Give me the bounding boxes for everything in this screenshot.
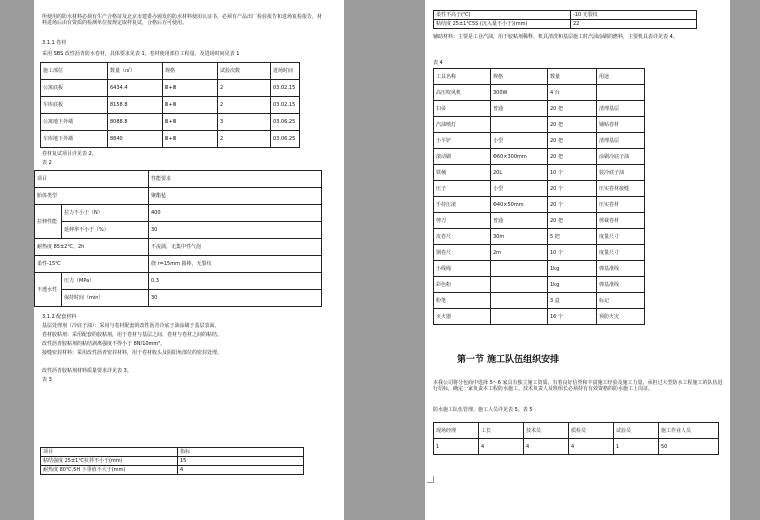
table-header-cell: 工长 — [479, 423, 524, 439]
table-cell: 400 — [149, 205, 322, 222]
table-cell: 汽油喷灯 — [434, 117, 491, 133]
table-4-body — [434, 69, 645, 325]
table-cell: Ⅲ+Ⅲ — [163, 114, 218, 131]
table-row — [434, 213, 645, 229]
table-cell: 300W — [491, 85, 548, 101]
table-cell: 装冷底子油 — [597, 165, 645, 181]
section-3-1-2-line: 卷材胶粘剂：采用配套的胶粘剂，用于卷材与基层之间、卷材与卷材之间的粘结。 — [42, 332, 223, 338]
table-cell: 30m — [491, 229, 548, 245]
table-row — [35, 239, 322, 256]
table-cell: 粘结度 25±1℃5S (沉入量不小于)(mm) — [434, 20, 571, 29]
table-cell: 保持时间（min） — [62, 290, 149, 307]
table-row — [434, 85, 645, 101]
section-title: 第一节 施工队伍组织安排 — [457, 355, 560, 365]
table-cell: 3 — [218, 114, 271, 131]
table-cell: 车库地下外墙 — [41, 131, 108, 148]
table-cell: -10 无裂纹 — [571, 11, 697, 20]
table-row — [41, 80, 300, 97]
table-cell: Φ40×50mm — [491, 197, 548, 213]
table-row — [434, 197, 645, 213]
table-cell: 延伸率不小于（%） — [62, 222, 149, 239]
table-cell: 钢卷尺 — [434, 245, 491, 261]
table-cell — [597, 85, 645, 101]
table-cell: 小型 — [491, 133, 548, 149]
table-row — [41, 97, 300, 114]
table-row — [434, 423, 719, 439]
table-cell: 小型 — [491, 181, 548, 197]
table-header-cell: 用途 — [597, 69, 645, 85]
table-cell: 彩色粉 — [434, 277, 491, 293]
table-cell: 1 — [434, 439, 479, 455]
table-cell: 1 — [614, 439, 659, 455]
table-row — [35, 188, 322, 205]
table-header-cell: 指标 — [178, 448, 304, 457]
table-cell: 压子 — [434, 181, 491, 197]
table-cell: 50 — [659, 439, 719, 455]
note-table-2: 卷材复试项目详见表 2。 — [42, 151, 97, 157]
table-cell: 弹基准线 — [597, 277, 645, 293]
organization-paragraph: 本我公司将分包商中选择 5～6 家具有独立施工资质、有着良好信誉和丰富施工经验及施工力量、承担过大型防水工程施工的队伍进行招标，确定一家负责本工程防水施工。技术负责人及班组长必须持有有效资格的防水施工上岗证。 — [433, 380, 723, 393]
table-cell: 6434.4 — [108, 80, 163, 97]
table-cell: 20 个 — [548, 181, 597, 197]
table-cell: 耐热度 85±2℃，2h — [35, 239, 149, 256]
table-2 — [34, 170, 322, 307]
table-cell: 2 — [218, 97, 271, 114]
table-cell: 4 — [569, 439, 614, 455]
table-header-cell: 进场时间 — [271, 63, 300, 80]
table-cell: 聚酯毡 — [149, 188, 322, 205]
table-3-caption: 表 3 — [42, 377, 52, 383]
table-row — [35, 222, 322, 239]
table-cell: 柔性-15℃ — [35, 256, 149, 273]
table-row — [35, 290, 322, 307]
table-cell: 20 把 — [548, 213, 597, 229]
table-row — [434, 11, 697, 20]
table-cell: 20 把 — [548, 101, 597, 117]
table-header-cell: 性能要求 — [149, 171, 322, 188]
table-row — [41, 466, 304, 475]
table-cell: 柔性不高于(℃) — [434, 11, 571, 20]
table-cell: 20 把 — [548, 133, 597, 149]
table-cell: 度量尺寸 — [597, 245, 645, 261]
table-row — [434, 117, 645, 133]
table-header-cell: 质检员 — [569, 423, 614, 439]
table-cell: 小平铲 — [434, 133, 491, 149]
section-3-1-1-line: 采用 SBS 改性沥青防水卷材，具体要求见表 1，卷材使用部位工程量、及进场时间见表 1 — [42, 51, 240, 57]
table-cell: 涂刷冷底子油 — [597, 149, 645, 165]
table-row — [434, 101, 645, 117]
table-3 — [40, 447, 304, 475]
table-cell: 10 个 — [548, 245, 597, 261]
section-3-1-2-line: 改性沥青胶粘剂的粘结剥离强度不得小于 8N/10mm²。 — [42, 341, 166, 347]
table-cell: 30 — [149, 222, 322, 239]
table-row — [41, 448, 304, 457]
table-cell: 弹基准线 — [597, 261, 645, 277]
table-cell: 20L — [491, 165, 548, 181]
table-cell: 小线绳 — [434, 261, 491, 277]
table-cell: 清理基层 — [597, 133, 645, 149]
table-cell: 普通 — [491, 101, 548, 117]
table-cell: 拉伸性能 — [35, 205, 62, 239]
table-row — [434, 277, 645, 293]
table-header-cell: 数量 — [548, 69, 597, 85]
table-cell: 30 — [149, 290, 322, 307]
table-cell: 压实卷材接缝 — [597, 181, 645, 197]
table-cell: 粘结强度 25±1℃抗拌不小于(mm) — [41, 457, 178, 466]
table-cell: 公寓地下外墙 — [41, 114, 108, 131]
table-header-cell: 试验次数 — [218, 63, 271, 80]
table-header-cell: 技术员 — [524, 423, 569, 439]
table-row — [434, 261, 645, 277]
table-cell: 扫帚 — [434, 101, 491, 117]
table-row — [35, 256, 322, 273]
table-cell: 3 盒 — [548, 293, 597, 309]
table-cell: 2 — [218, 131, 271, 148]
table-row — [434, 309, 645, 325]
table-cell: Ⅲ+Ⅲ — [163, 97, 218, 114]
table-1 — [40, 62, 300, 148]
page-corner-mark — [427, 476, 434, 483]
section-3-1-2-line: 接缝密封材料：采用改性沥青密封材料，用于卷材收头及阴阳角部位的密封处理。 — [42, 350, 223, 356]
table-cell: 绕 r=15mm 圆棒，无裂纹 — [149, 256, 322, 273]
table-cell: 03.02.15 — [271, 97, 300, 114]
table-row — [434, 133, 645, 149]
table-cell: 度量尺寸 — [597, 229, 645, 245]
table-cell: 0.3 — [149, 273, 322, 290]
table-cell: 耐热度 80℃,5H 下垂值不大于(mm) — [41, 466, 178, 475]
table-row — [41, 131, 300, 148]
table-header-cell: 项目 — [35, 171, 149, 188]
table-header-cell: 现场经理 — [434, 423, 479, 439]
table-cell: 皮卷尺 — [434, 229, 491, 245]
table-header-cell: 规格 — [491, 69, 548, 85]
table-row — [434, 439, 719, 455]
table-cell: 预防火灾 — [597, 309, 645, 325]
table-row — [434, 165, 645, 181]
table-cell — [491, 117, 548, 133]
table-row — [35, 171, 322, 188]
table-continued — [433, 10, 697, 29]
table-header-cell: 工具名称 — [434, 69, 491, 85]
table-cell: 4 — [524, 439, 569, 455]
table-cell: 22 — [571, 20, 697, 29]
table-cell: 03.06.25 — [271, 114, 300, 131]
table-cell: 滚动刷 — [434, 149, 491, 165]
section-heading-3-1-1: 3.1.1 卷材 — [42, 40, 67, 46]
table-cell: 03.02.15 — [271, 80, 300, 97]
table-cell: 普通 — [491, 213, 548, 229]
table-cell: Ⅲ+Ⅲ — [163, 80, 218, 97]
table-header-cell: 施工部位 — [41, 63, 108, 80]
document-page-left — [34, 0, 344, 520]
table-4-caption: 表 4 — [433, 60, 443, 66]
table-cell: 15 — [178, 457, 304, 466]
table-4 — [433, 68, 645, 325]
table-header-cell: 项目 — [41, 448, 178, 457]
table-header-cell: 施工作业人员 — [659, 423, 719, 439]
table-cell: 拉力不小于（N） — [62, 205, 149, 222]
table-cell: 铁桶 — [434, 165, 491, 181]
table-cell: 2 — [218, 80, 271, 97]
table-cell: 1kg — [548, 277, 597, 293]
table-cell — [491, 293, 548, 309]
table-cell: Ⅲ+Ⅲ — [163, 131, 218, 148]
table-cell: 2m — [491, 245, 548, 261]
table-cell: 20 把 — [548, 117, 597, 133]
table-cell: 手持压滚 — [434, 197, 491, 213]
table-cell — [491, 261, 548, 277]
table-header-cell: 数量（㎡） — [108, 63, 163, 80]
table-cell: 压实卷材 — [597, 197, 645, 213]
table-cell: 4 — [178, 466, 304, 475]
table-cell: 不流淌，无集中性气泡 — [149, 239, 322, 256]
tool-intro-paragraph: 辅助材料：主要是工业汽油，用于胶粘剂稀释、机具清洗和基层施工时汽油涂刷的燃料，主要机具表详见表 4。 — [433, 34, 678, 40]
table-row — [434, 229, 645, 245]
table-row — [434, 69, 645, 85]
table-row — [35, 273, 322, 290]
table-cell: 高压吹风机 — [434, 85, 491, 101]
table-cell: 16 个 — [548, 309, 597, 325]
table-row — [434, 149, 645, 165]
table-cell: 8840 — [108, 131, 163, 148]
table-header-cell: 试验员 — [614, 423, 659, 439]
table-cell: 不透水性 — [35, 273, 62, 307]
table-5-intro: 防水施工队伍管理、施工人员详见表 5。表 5 — [433, 407, 533, 413]
table-cell: 8088.8 — [108, 114, 163, 131]
table-cell: 剪刀 — [434, 213, 491, 229]
table-row — [434, 245, 645, 261]
table-cell: 压力（MPa） — [62, 273, 149, 290]
section-3-1-2-line: 基层处理剂（冷底子油）：采用与卷材配套的改性沥青冷底子油涂刷于基层表面。 — [42, 323, 220, 329]
table-row — [434, 293, 645, 309]
table-cell: 4 — [479, 439, 524, 455]
table-cell: 5 把 — [548, 229, 597, 245]
table-cell: 10 个 — [548, 165, 597, 181]
table-header-cell: 规格 — [163, 63, 218, 80]
table-row — [41, 114, 300, 131]
table-row — [35, 205, 322, 222]
table-cell: 标记 — [597, 293, 645, 309]
table-cell: Φ60×300mm — [491, 149, 548, 165]
table-cell: 1kg — [548, 261, 597, 277]
intro-paragraph: 所使用的防水材料必须有生产合格证及北京市建委办颁发的防水材料使用认证书，必须有产品出厂检验报告和进场复检报告，材料进场后由有资质的检测单位按规定取样复试，合格后方可使用。 — [42, 14, 323, 27]
table-cell: 清理基层 — [597, 101, 645, 117]
table-cell: 公寓底板 — [41, 80, 108, 97]
table-cell: 胎体类型 — [35, 188, 149, 205]
table-cell: 20 个 — [548, 197, 597, 213]
table-cell: 4 台 — [548, 85, 597, 101]
table-cell — [491, 309, 548, 325]
table-cell: 剪裁卷材 — [597, 213, 645, 229]
table-cell: 20 把 — [548, 149, 597, 165]
table-cell: 粉笔 — [434, 293, 491, 309]
table-cell: 车库底板 — [41, 97, 108, 114]
document-page-right — [425, 0, 730, 520]
table-2-caption: 表 2 — [42, 160, 52, 166]
table-row — [434, 20, 697, 29]
table-row — [41, 63, 300, 80]
section-heading-3-1-2: 3.1.2 配套材料 — [42, 314, 77, 320]
table-cell — [491, 277, 548, 293]
table-cell: 8158.8 — [108, 97, 163, 114]
table-5 — [433, 422, 719, 455]
table-row — [41, 457, 304, 466]
table-row — [434, 181, 645, 197]
table-cell: 铺贴卷材 — [597, 117, 645, 133]
table-cell: 03.06.25 — [271, 131, 300, 148]
table-cell: 灭火器 — [434, 309, 491, 325]
section-3-1-2-line: 改性沥青胶粘剂材料质量要求详见表 3。 — [42, 368, 132, 374]
